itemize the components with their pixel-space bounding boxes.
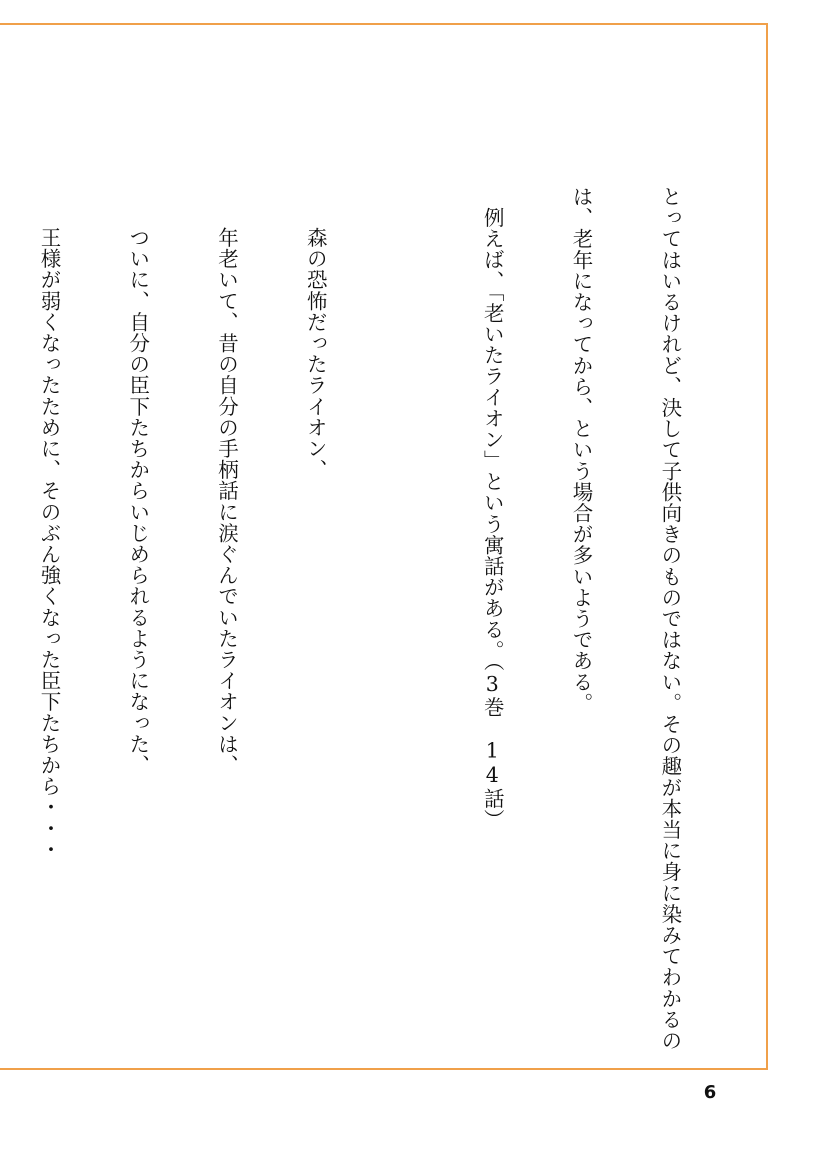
body-line: とってはいるけれど、決して子供向きのものではない。その趣が本当に身に染みてわかるの <box>657 186 682 1052</box>
poem-line: 年老いて、昔の自分の手柄話に涙ぐんでいたライオンは、 <box>214 227 239 776</box>
body-line: 例えば、「老いたライオン」という寓話がある。（3巻 14話） <box>480 206 505 830</box>
poem-line: ついに、自分の臣下たちからいじめられるようになった、 <box>125 227 150 776</box>
poem-line: 王様が弱くなったために、そのぶん強くなった臣下たちから・・・ <box>36 227 61 860</box>
poem-line: 森の恐怖だったライオン、 <box>303 227 328 481</box>
body-text <box>36 186 743 1052</box>
body-line: は、老年になってから、という場合が多いようである。 <box>569 186 594 714</box>
page-number: 6 <box>703 1082 717 1103</box>
blank-line <box>388 186 417 1046</box>
